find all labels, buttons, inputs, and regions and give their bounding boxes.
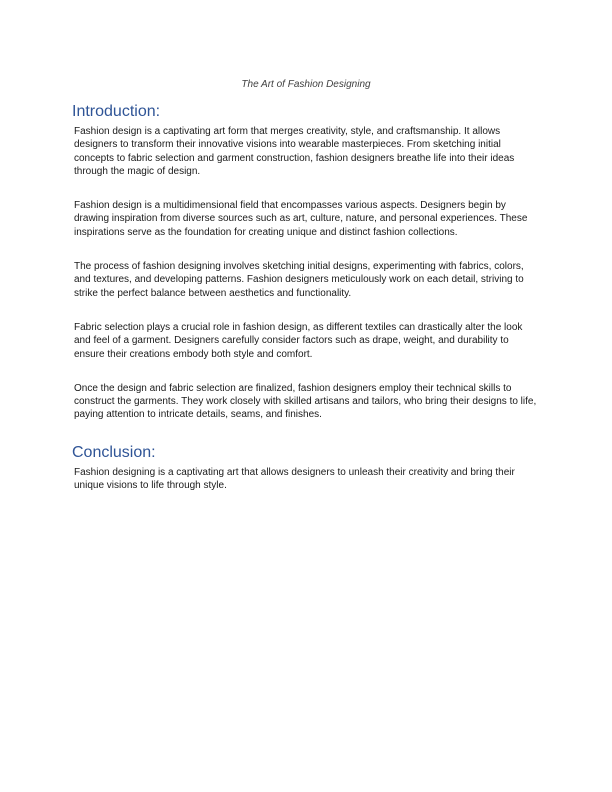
section-heading-conclusion: Conclusion: xyxy=(72,443,156,461)
paragraph-intro-1: Fashion design is a captivating art form that merges creativity, style, and craftsmanship. It allows designers to transform their innovative visions into wearable masterpieces. From sketching initial concepts to fabric selection and garment construction, fashion designers breathe life into their ideas through the magic of design. xyxy=(74,126,515,177)
paragraph-intro-4: Fabric selection plays a crucial role in fashion design, as different textiles can drastically alter the look and feel of a garment. Designers carefully consider factors such as drape, weight, and durability to ensure their creations embody both style and comfort. xyxy=(74,321,523,360)
paragraph-conclusion-1: Fashion designing is a captivating art that allows designers to unleash their creativity and bring their unique visions to life through style. xyxy=(74,466,515,492)
section-heading-introduction: Introduction: xyxy=(72,103,161,120)
document-content xyxy=(72,79,540,492)
paragraph-intro-3: The process of fashion designing involves sketching initial designs, experimenting with fabrics, colors, and textures, and developing patterns. Fashion designers meticulously work on each detail, striving to strike the perfect balance between aesthetics and functionality. xyxy=(74,261,524,299)
paragraph-intro-2: Fashion design is a multidimensional field that encompasses various aspects. Designers begin by drawing inspiration from diverse sources such as art, culture, nature, and personal experiences. These inspirations serve as the foundation for creating unique and distinct fashion collections. xyxy=(74,200,528,238)
paragraph-intro-5: Once the design and fabric selection are finalized, fashion designers employ their technical skills to construct the garments. They work closely with skilled artisans and tailors, who bring their designs to life, paying attention to intricate details, seams, and finishes. xyxy=(74,382,537,421)
document-title: The Art of Fashion Designing xyxy=(241,79,371,90)
